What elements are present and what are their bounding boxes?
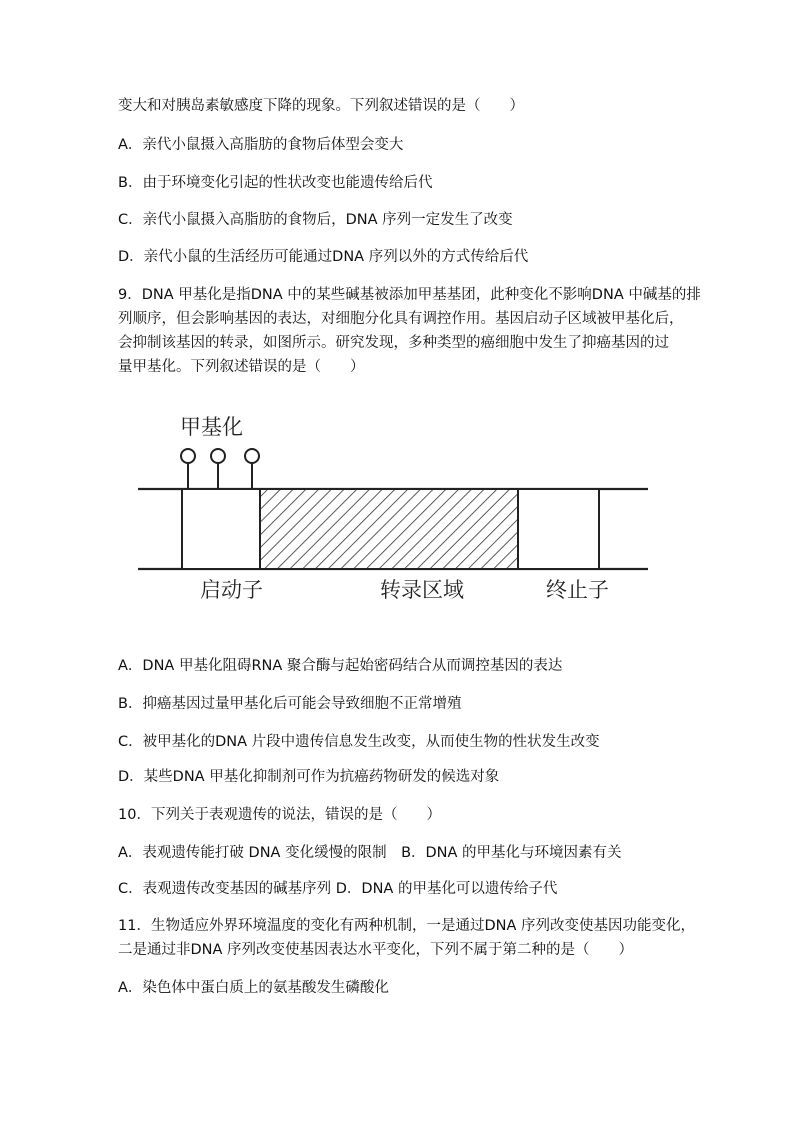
q9-stem-line-1: 9．DNA 甲基化是指DNA 中的某些碱基被添加甲基基团，此种变化不影响DNA 中碱基的排 bbox=[118, 287, 701, 303]
transcription-region bbox=[260, 489, 518, 569]
methyl-groups bbox=[181, 449, 259, 489]
methyl-group-2 bbox=[211, 449, 225, 463]
q8-option-b: B．由于环境变化引起的性状改变也能遗传给后代 bbox=[118, 175, 433, 191]
terminator-region bbox=[518, 489, 599, 569]
q8-stem-tail: 变大和对胰岛素敏感度下降的现象。下列叙述错误的是（ ） bbox=[118, 98, 524, 114]
q9-option-d: D．某些DNA 甲基化抑制剂可作为抗癌药物研发的候选对象 bbox=[118, 769, 500, 785]
transcription-region-label: 转录区域 bbox=[380, 578, 464, 602]
terminator-label: 终止子 bbox=[546, 578, 609, 602]
methylation-label: 甲基化 bbox=[180, 415, 243, 439]
q10-options-ab: A．表观遗传能打破 DNA 变化缓慢的限制 B．DNA 的甲基化与环境因素有关 bbox=[118, 845, 622, 861]
q9-option-a: A．DNA 甲基化阻碍RNA 聚合酶与起始密码结合从而调控基因的表达 bbox=[118, 658, 563, 674]
q9-stem-line-3: 会抑制该基因的转录，如图所示。研究发现，多种类型的癌细胞中发生了抑癌基因的过 bbox=[118, 335, 669, 351]
q9-option-c: C．被甲基化的DNA 片段中遗传信息发生改变，从而使生物的性状发生改变 bbox=[118, 734, 600, 750]
methyl-group-1 bbox=[181, 449, 195, 463]
q11-option-a: A．染色体中蛋白质上的氨基酸发生磷酸化 bbox=[118, 980, 389, 996]
q9-stem-line-2: 列顺序，但会影响基因的表达，对细胞分化具有调控作用。基因启动子区域被甲基化后， bbox=[118, 311, 684, 327]
q11-stem-line-2: 二是通过非DNA 序列改变使基因表达水平变化，下列不属于第二种的是（ ） bbox=[118, 942, 634, 958]
promoter-region bbox=[182, 489, 260, 569]
dna-methylation-figure bbox=[130, 410, 660, 610]
q10-options-cd: C．表观遗传改变基因的碱基序列 D．DNA 的甲基化可以遗传给子代 bbox=[118, 881, 558, 897]
q8-option-c: C．亲代小鼠摄入高脂肪的食物后，DNA 序列一定发生了改变 bbox=[118, 212, 513, 228]
q8-option-a: A．亲代小鼠摄入高脂肪的食物后体型会变大 bbox=[118, 137, 404, 153]
q8-option-d: D．亲代小鼠的生活经历可能通过DNA 序列以外的方式传给后代 bbox=[118, 249, 529, 265]
q9-option-b: B．抑癌基因过量甲基化后可能会导致细胞不正常增殖 bbox=[118, 696, 462, 712]
q10-stem: 10．下列关于表观遗传的说法，错误的是（ ） bbox=[118, 807, 441, 823]
q9-stem-line-4: 量甲基化。下列叙述错误的是（ ） bbox=[118, 359, 365, 375]
methyl-group-3 bbox=[245, 449, 259, 463]
promoter-label: 启动子 bbox=[200, 578, 263, 602]
q11-stem-line-1: 11．生物适应外界环境温度的变化有两种机制，一是通过DNA 序列改变使基因功能变化， bbox=[118, 918, 695, 934]
